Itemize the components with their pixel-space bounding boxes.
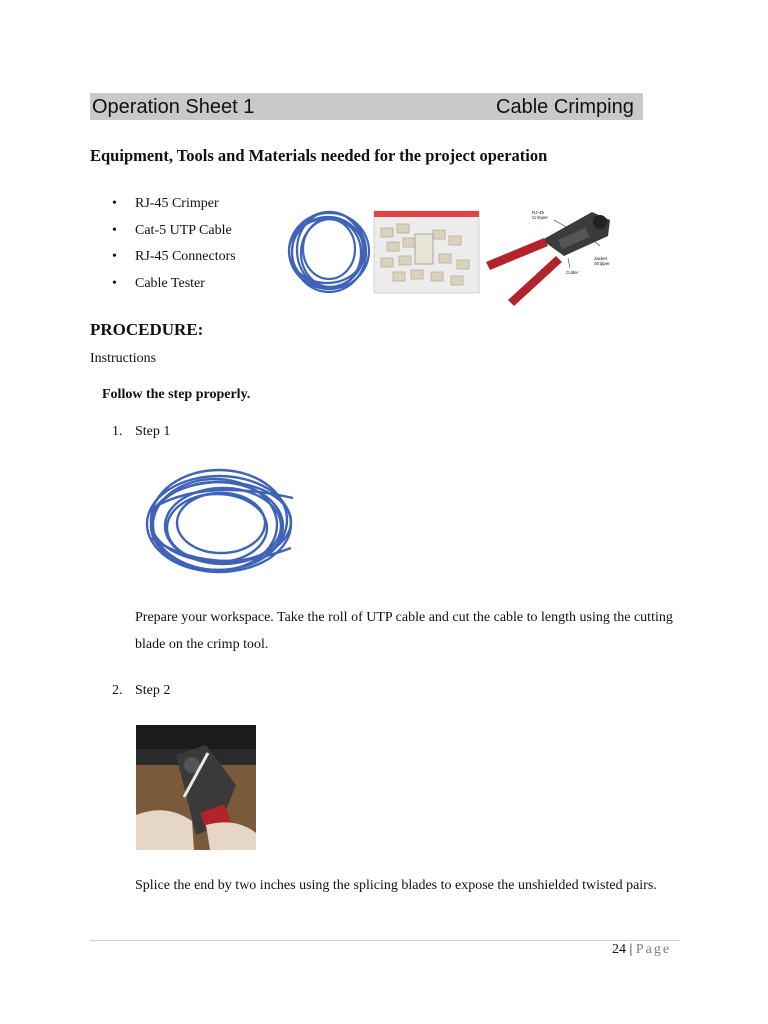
step-number: 2.: [112, 683, 123, 698]
list-item: • Cat-5 UTP Cable: [112, 221, 236, 248]
connectors-bag-image: [373, 210, 480, 294]
cable-roll-image: [143, 468, 299, 582]
sheet-topic: Cable Crimping: [496, 96, 634, 118]
bullet-icon: •: [112, 196, 117, 211]
materials-list: [112, 194, 236, 300]
procedure-heading: PROCEDURE:: [90, 320, 204, 339]
step-label: Step 1: [135, 424, 171, 439]
cutter-callout: Cutter: [566, 270, 579, 275]
stripper-callout: Jacket Stripper: [594, 256, 610, 266]
list-item: • RJ-45 Connectors: [112, 247, 236, 274]
step-label: Step 2: [135, 683, 171, 698]
follow-note: Follow the step properly.: [102, 387, 251, 402]
instructions-label: Instructions: [90, 351, 157, 366]
page-separator: |: [629, 942, 633, 957]
step-number: 1.: [112, 424, 123, 439]
page-word: Page: [635, 942, 672, 957]
page-number: 24: [612, 942, 626, 957]
footer-divider: [90, 940, 680, 941]
step-description: Splice the end by two inches using the splicing blades to expose the unshielded twisted pairs.: [135, 878, 657, 893]
step-description: Prepare your workspace. Take the roll of UTP cable and cut the cable to length using the cutting blade on the crimp tool.: [135, 610, 673, 652]
list-item: • Cable Tester: [112, 274, 236, 301]
bullet-icon: •: [112, 222, 117, 238]
page-footer: [612, 942, 671, 958]
splicing-photo: [136, 725, 256, 850]
cable-coil-image: [287, 207, 372, 295]
sheet-title: Operation Sheet 1: [92, 96, 255, 118]
list-item: • RJ-45 Crimper: [112, 194, 236, 221]
bullet-icon: •: [112, 249, 117, 264]
crimper-callout: RJ-45 Crimper: [532, 210, 549, 220]
section-heading: Equipment, Tools and Materials needed for the project operation: [90, 146, 548, 165]
crimper-tool-image: [482, 206, 620, 306]
bullet-icon: •: [112, 275, 117, 291]
